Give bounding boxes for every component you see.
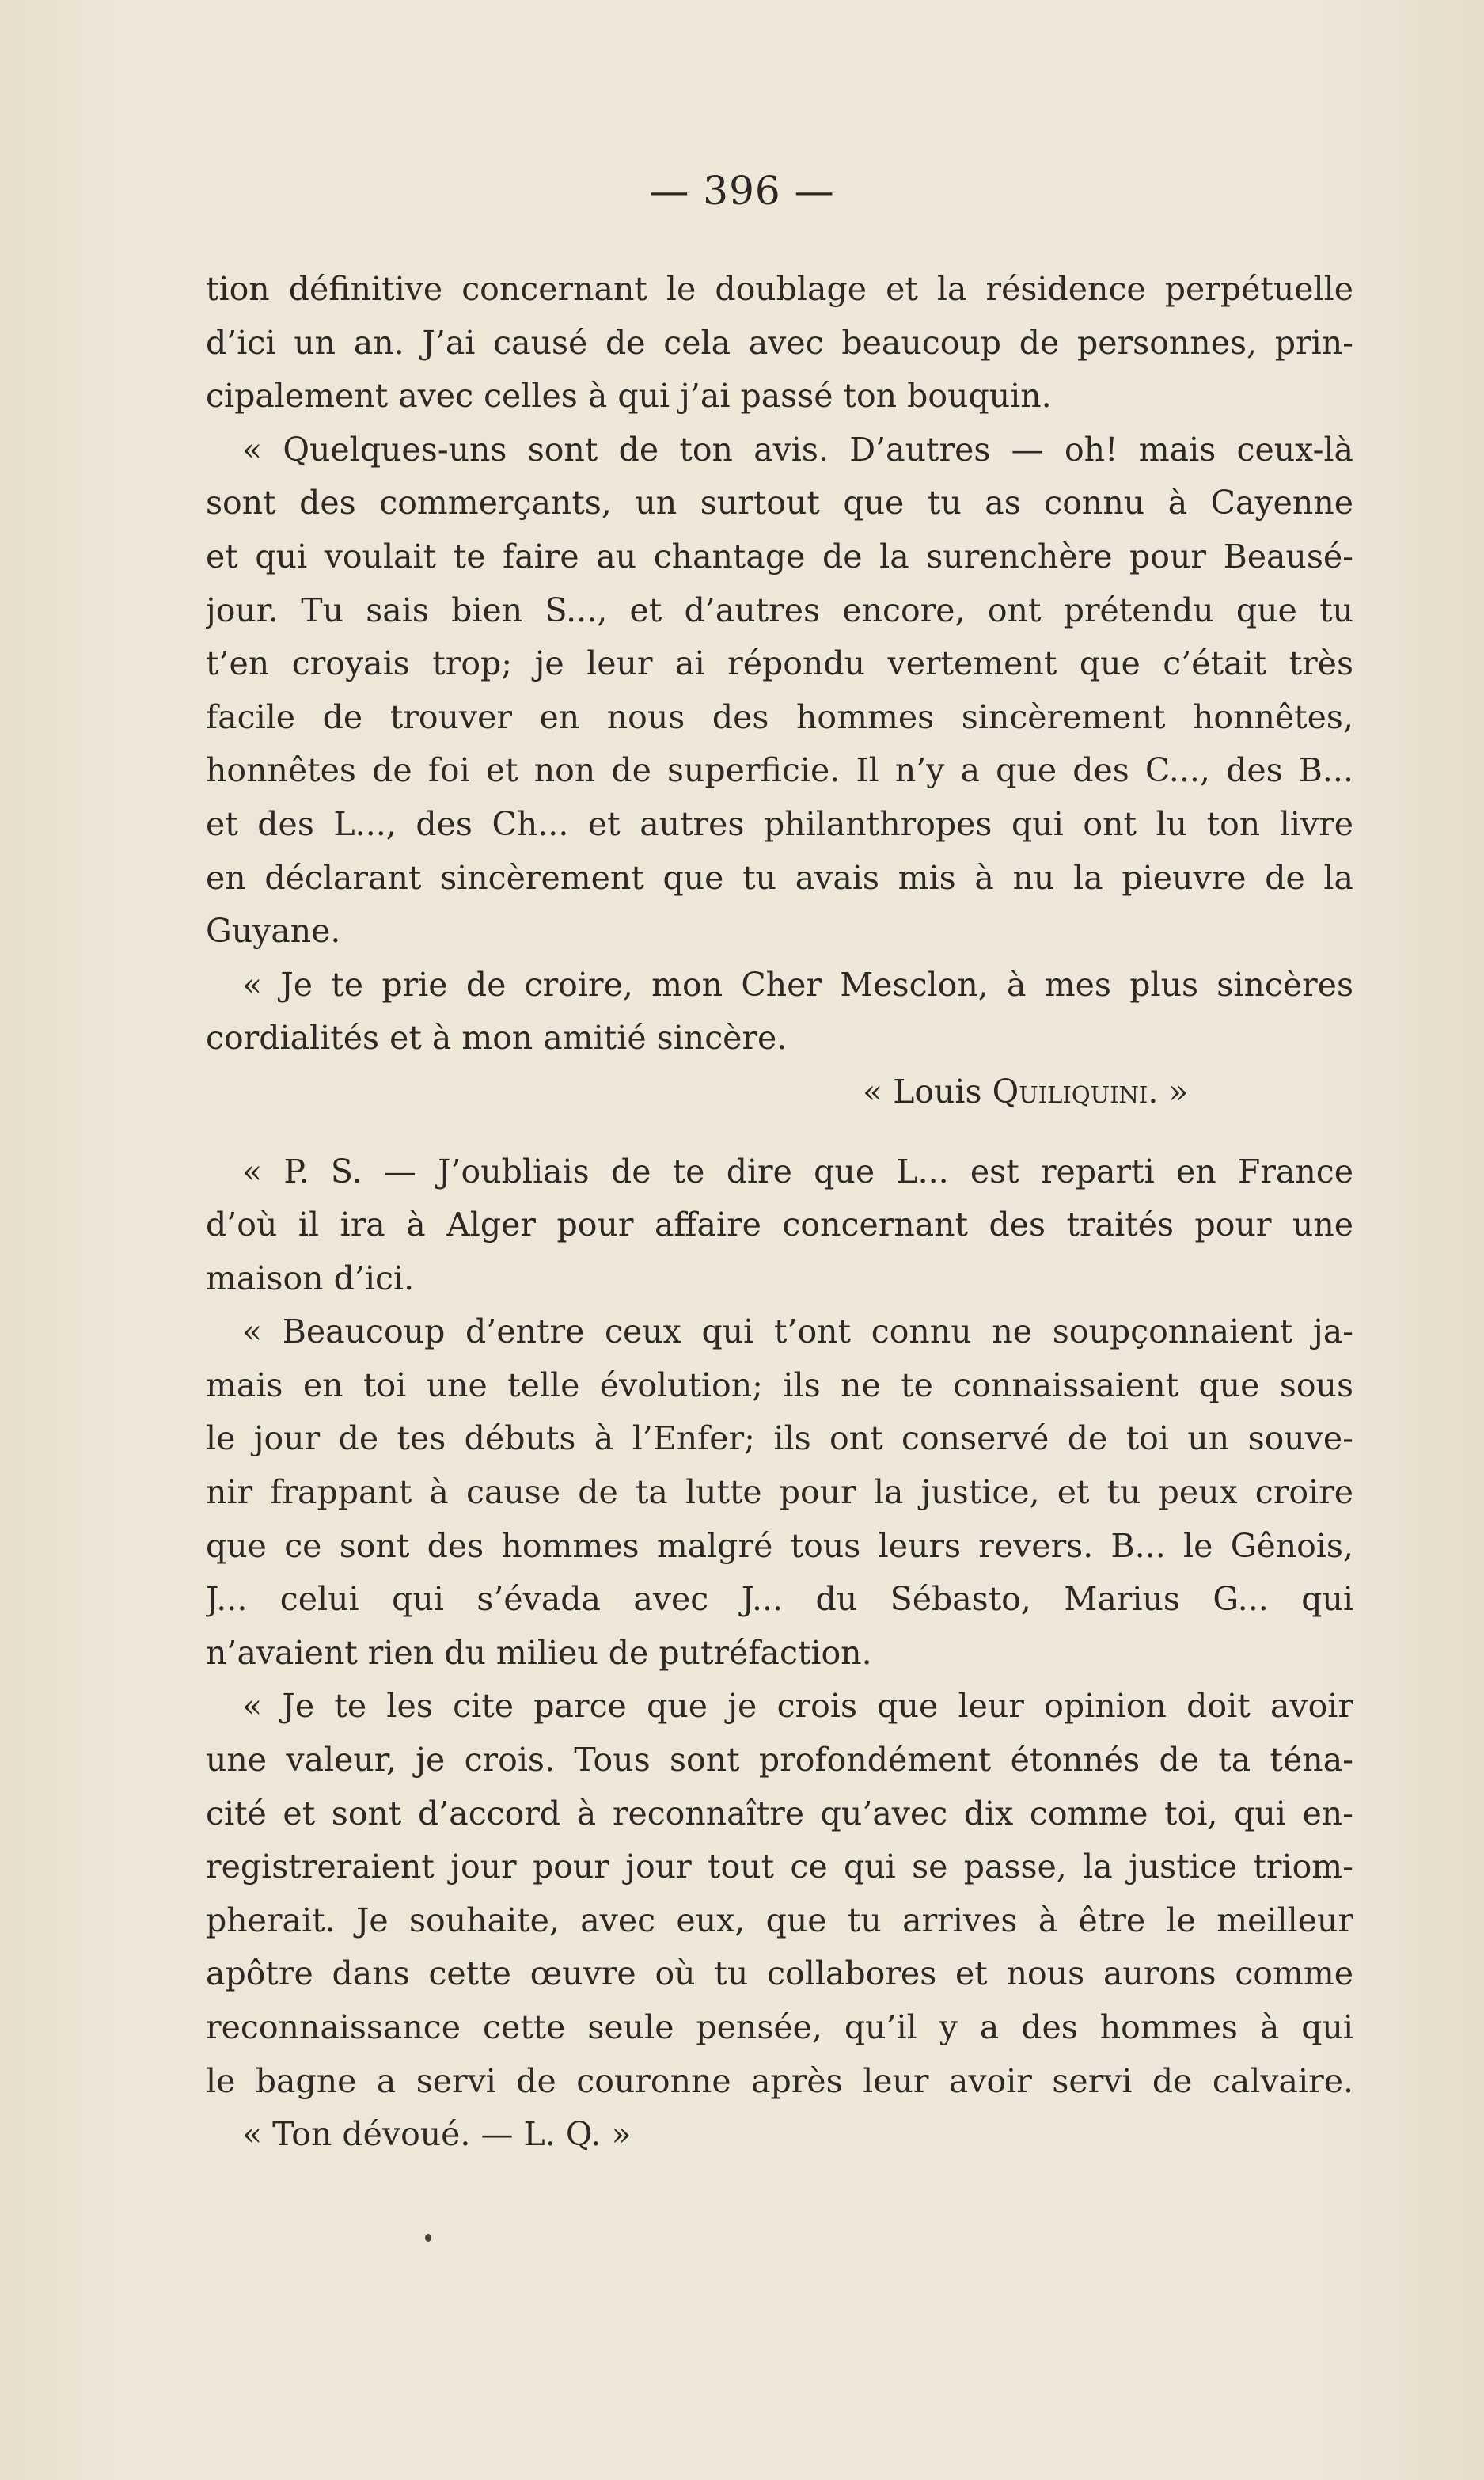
signature-open: « Louis xyxy=(863,1072,992,1111)
text-line: cipalement avec celles à qui j’ai passé ton bouquin. xyxy=(206,377,1052,416)
paragraph-gap xyxy=(206,1119,1353,1145)
text-line: apôtre dans cette œuvre où tu collabores et nous aurons comme xyxy=(206,1954,1353,1993)
text-line: que ce sont des hommes malgré tous leurs revers. B... le Gênois, xyxy=(206,1526,1353,1565)
letter-text xyxy=(206,263,1353,2162)
text-line: mais en toi une telle évolution; ils ne te connaissaient que sous xyxy=(206,1365,1353,1404)
text-line: registreraient jour pour jour tout ce qui se passe, la justice triom- xyxy=(206,1848,1353,1886)
text-line: reconnaissance cette seule pensée, qu’il y a des hommes à qui xyxy=(206,2008,1353,2046)
text-line: « Quelques-uns sont de ton avis. D’autres — oh! mais ceux-là xyxy=(242,430,1353,469)
text-line: « Je te les cite parce que je crois que leur opinion doit avoir xyxy=(242,1687,1353,1726)
text-line: le bagne a servi de couronne après leur avoir servi de calvaire. xyxy=(206,2061,1353,2100)
text-line: pherait. Je souhaite, avec eux, que tu arrives à être le meilleur xyxy=(206,1901,1353,1939)
text-line: facile de trouver en nous des hommes sincèrement honnêtes, xyxy=(206,697,1353,736)
text-line: nir frappant à cause de ta lutte pour la justice, et tu peux croire xyxy=(206,1473,1353,1512)
signature-louis-quiliquini xyxy=(206,1065,1353,1119)
text-line: et qui voulait te faire au chantage de la surenchère pour Beausé- xyxy=(206,537,1353,575)
text-line: « P. S. — J’oubliais de te dire que L... est reparti en France xyxy=(242,1152,1353,1191)
text-line: t’en croyais trop; je leur ai répondu vertement que c’était très xyxy=(206,644,1353,683)
text-line: maison d’ici. xyxy=(206,1259,415,1297)
signature-close: . » xyxy=(1148,1072,1189,1111)
text-line: le jour de tes débuts à l’Enfer; ils ont conservé de toi un souve- xyxy=(206,1419,1353,1458)
signature-name: Quiliquini xyxy=(992,1072,1148,1111)
text-line: une valeur, je crois. Tous sont profondément étonnés de ta téna- xyxy=(206,1741,1353,1779)
text-line: J... celui qui s’évada avec J... du Sébasto, Marius G... qui xyxy=(206,1580,1353,1619)
text-line: honnêtes de foi et non de superficie. Il n’y a que des C..., des B... xyxy=(206,751,1353,790)
ink-speck xyxy=(425,2234,431,2242)
text-line: d’où il ira à Alger pour affaire concernant des traités pour une xyxy=(206,1206,1353,1244)
text-line: n’avaient rien du milieu de putréfaction. xyxy=(206,1633,872,1672)
text-line: et des L..., des Ch... et autres philanthropes qui ont lu ton livre xyxy=(206,804,1353,843)
page-number: — 396 — xyxy=(649,168,835,214)
text-line: Guyane. xyxy=(206,912,341,951)
text-line: jour. Tu sais bien S..., et d’autres encore, ont prétendu que tu xyxy=(206,591,1353,629)
text-line: cité et sont d’accord à reconnaître qu’avec dix comme toi, qui en- xyxy=(206,1794,1353,1832)
text-line: « Je te prie de croire, mon Cher Mesclon, à mes plus sincères xyxy=(242,965,1353,1004)
text-line: tion définitive concernant le doublage et la résidence perpétuelle xyxy=(206,270,1353,308)
text-line: en déclarant sincèrement que tu avais mis à nu la pieuvre de la xyxy=(206,858,1353,897)
text-line: d’ici un an. J’ai causé de cela avec beaucoup de personnes, prin- xyxy=(206,323,1353,362)
text-line: cordialités et à mon amitié sincère. xyxy=(206,1019,788,1058)
text-line: « Ton dévoué. — L. Q. » xyxy=(242,2115,632,2154)
text-line: « Beaucoup d’entre ceux qui t’ont connu ne soupçonnaient ja- xyxy=(242,1312,1353,1351)
text-line: sont des commerçants, un surtout que tu as connu à Cayenne xyxy=(206,484,1353,522)
